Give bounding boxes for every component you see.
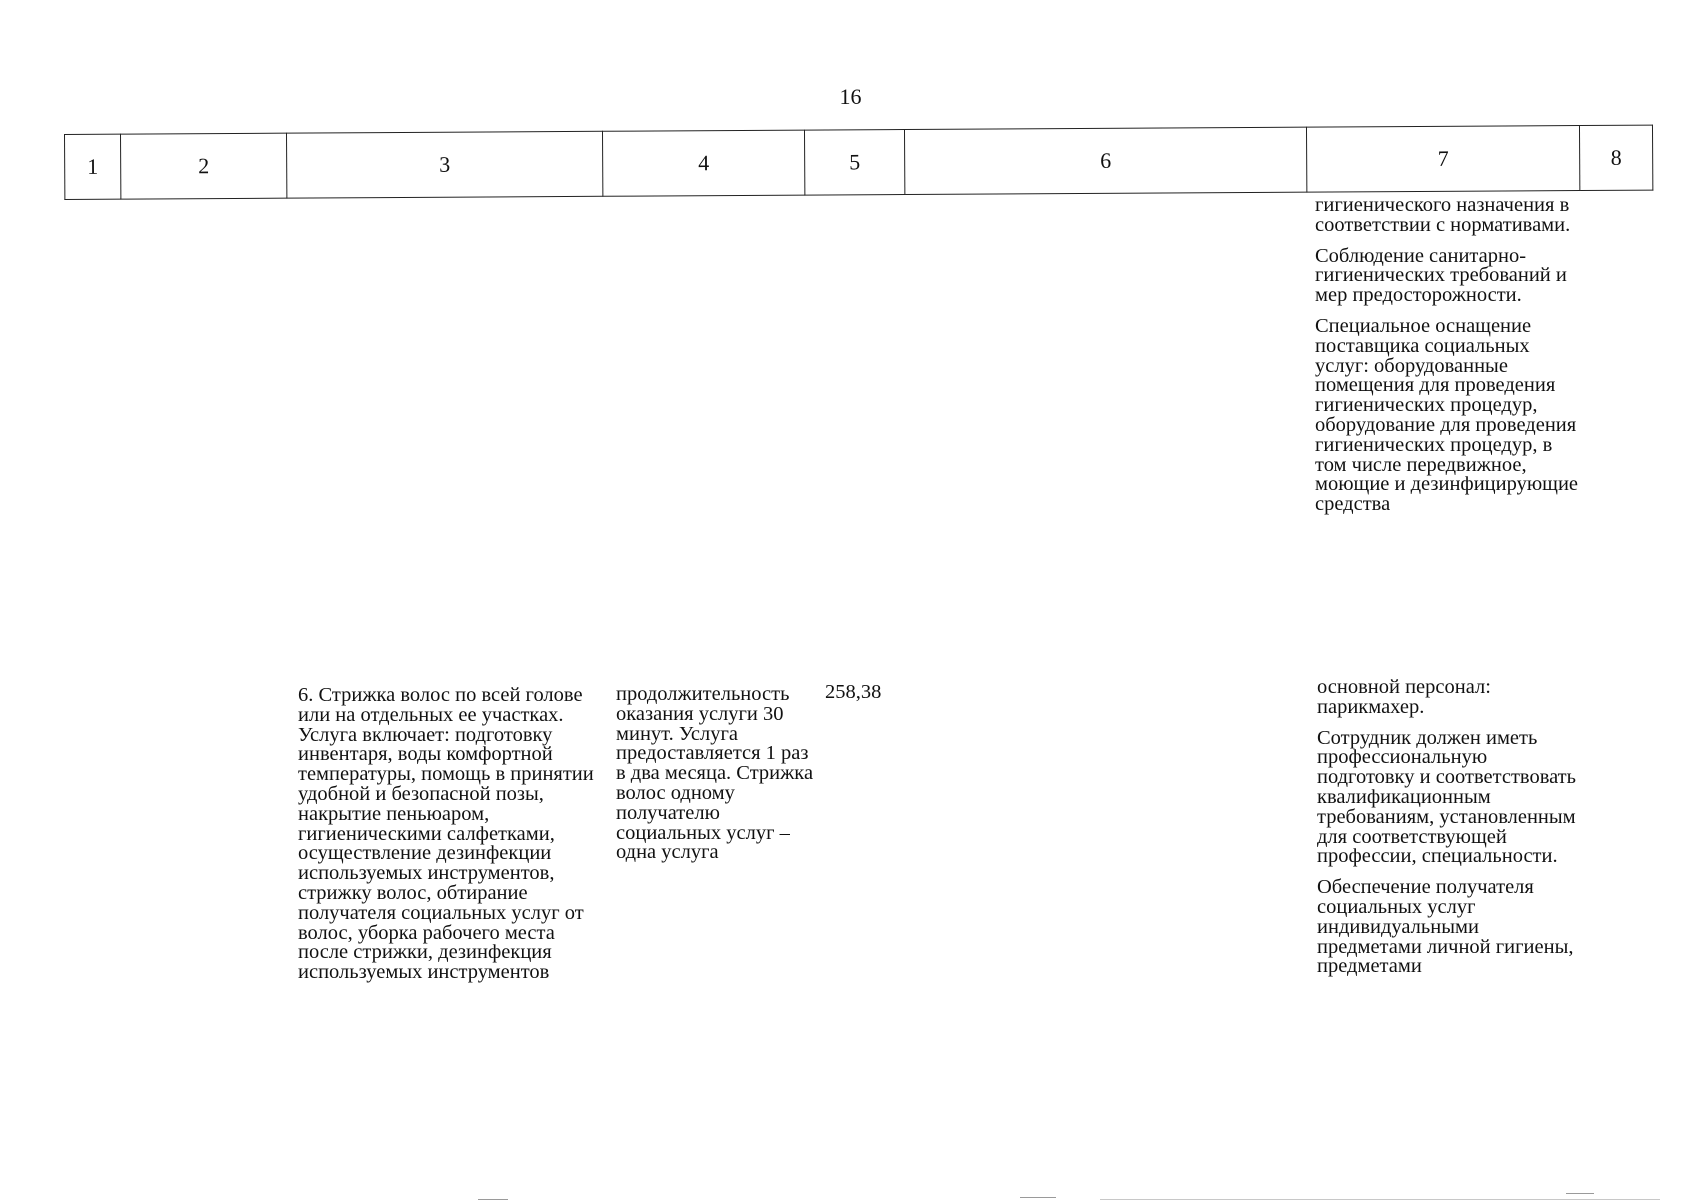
column-number-3: 3 bbox=[286, 131, 602, 198]
hygiene-supplies-paragraph: Обеспечение получателя социальных услуг индивидуальными предметами личной гигиены, предметами bbox=[1317, 876, 1574, 978]
staff-paragraph: основной персонал: парикмахер. bbox=[1317, 676, 1491, 718]
qualification-paragraph: Сотрудник должен иметь профессиональную подготовку и соответствовать квалификационным требованиям, установленным для соответствующей профессии, специальности. bbox=[1317, 726, 1576, 868]
page-number: 16 bbox=[839, 84, 862, 109]
service-description: 6. Стрижка волос по всей голове или на отдельных ее участках. Услуга включает: подготовку инвентаря, воды комфортной температуры, помощь в принятии удобной и безопасной позы, накрытие пеньюаром, гигиеническими салфетками, осуществление дезинфекции используемых инструментов, стрижку волос, обтирание получателя социальных услуг от волос, уборка рабочего места после стрижки, дезинфекция используемых инструментов bbox=[298, 684, 594, 984]
column-number-8: 8 bbox=[1579, 125, 1652, 190]
column-number-1: 1 bbox=[65, 134, 121, 199]
service-price: 258,38 bbox=[825, 681, 882, 703]
special-equipment-paragraph: Специальное оснащение поставщика социальных услуг: оборудованные помещения для проведения гигиенических процедур, оборудование для проведения гигиенических процедур, в том числе передвижное, моющие и дезинфицирующие средства bbox=[1315, 314, 1579, 516]
column-number-5: 5 bbox=[804, 130, 904, 196]
column-7-continued-requirements bbox=[1315, 196, 1580, 526]
column-number-6: 6 bbox=[904, 127, 1306, 194]
service-duration: продолжительность оказания услуги 30 минут. Услуга предоставляется 1 раз в два месяца. Стрижка волос одному получателю социальных услуг – одна услуга bbox=[616, 683, 814, 864]
sanitary-requirements-paragraph: Соблюдение санитарно-гигиенических требований и мер предосторожности. bbox=[1315, 244, 1567, 307]
column-number-4: 4 bbox=[602, 130, 804, 196]
column-number-2: 2 bbox=[121, 133, 287, 199]
service-conditions bbox=[1317, 678, 1587, 988]
column-number-header bbox=[64, 125, 1653, 200]
scan-artifact bbox=[1566, 1193, 1594, 1194]
hygiene-norms-paragraph: гигиенического назначения в соответствии с нормативами. bbox=[1315, 194, 1571, 236]
column-number-7: 7 bbox=[1306, 126, 1579, 193]
scan-artifact bbox=[1020, 1197, 1056, 1198]
